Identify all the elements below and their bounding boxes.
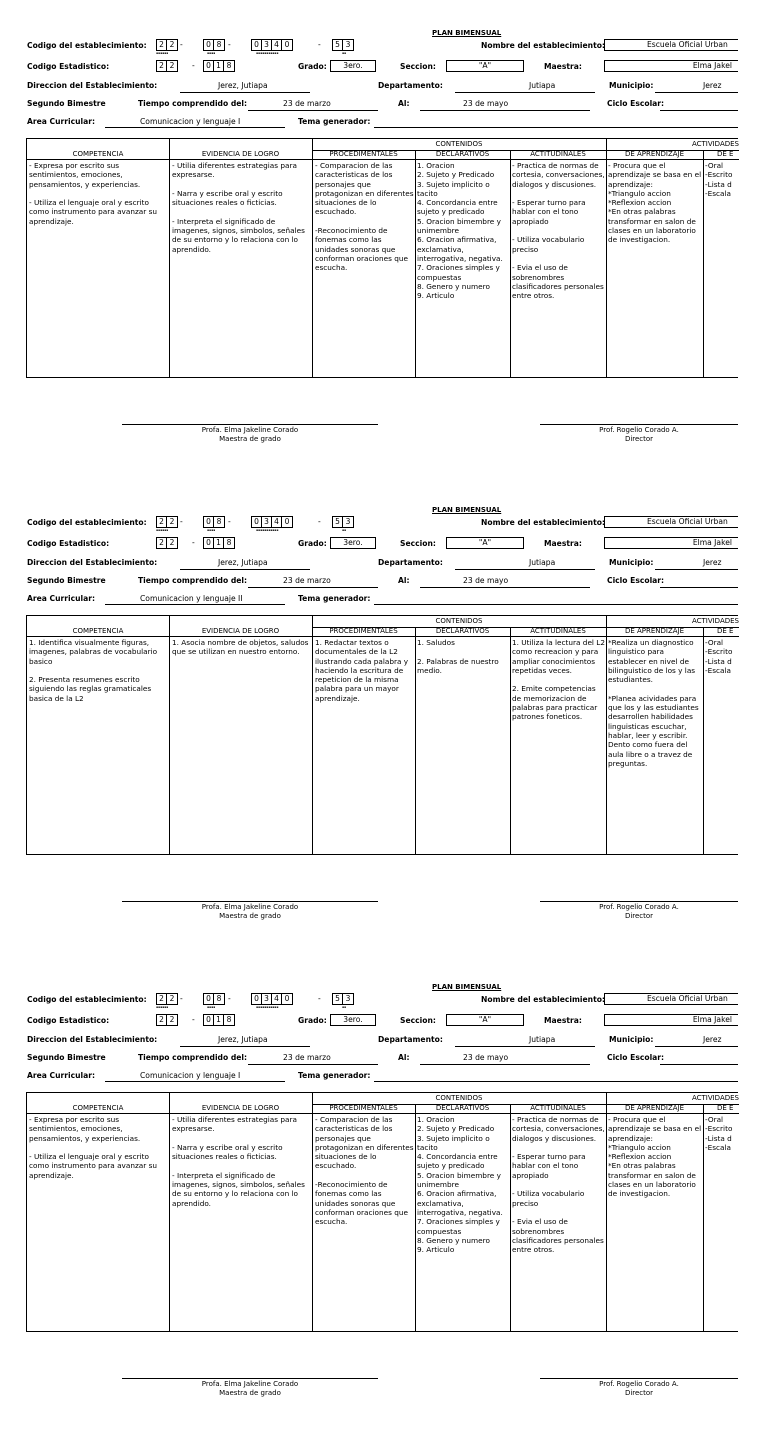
teacher-name: Profa. Elma Jakeline Corado — [201, 426, 299, 434]
hasta-value: 23 de mayo — [463, 1053, 509, 1062]
tema-label: Tema generador: — [298, 1071, 371, 1080]
aprendizaje-cell: *Realiza un diagnostico linguistico para establecer en nivel de bilinguistico de los y las estudiantes. *Planea acividades para que los y las estudiantes desarrollen habilidades linguisticas escuchar, hablar, leer y escribir. Dento como fuera del aula libre o a travez de preguntas. — [608, 638, 699, 768]
signature-line-teacher — [122, 1378, 378, 1379]
aprendizaje-cell: - Procura que el aprendizaje se basa en el aprendizaje: *Triangulo accion *Reflexion accion *En otras palabras transformar en salon de clases en un laboratorio de investigacion. — [608, 161, 702, 245]
seccion-field: "A" — [446, 537, 524, 549]
digit-cell: 1 — [214, 61, 224, 71]
contenidos-header: CONTENIDOS — [435, 1094, 483, 1102]
evaluacion-header: DE E — [717, 627, 734, 635]
digit-cell: 3 — [345, 517, 351, 526]
digit-cell: 0 — [204, 994, 214, 1004]
nombre-field: Escuela Oficial Urban — [604, 516, 738, 528]
seccion-field: "A" — [446, 1014, 524, 1026]
underline — [455, 1046, 595, 1047]
digit-cell: 4 — [272, 40, 282, 50]
digit-cell: 2 — [157, 538, 167, 548]
teacher-role: Maestra de grado — [219, 1389, 281, 1397]
separator: - — [318, 40, 321, 49]
separator: - — [318, 994, 321, 1003]
underline — [248, 587, 378, 588]
digit-cell: 8 — [216, 40, 222, 49]
ciclo-label: Ciclo Escolar: — [607, 99, 665, 108]
digit-cell: 0 — [204, 1015, 214, 1025]
estadistico-box-1 — [156, 60, 178, 72]
al-label: Al: — [398, 1053, 410, 1062]
codigo-box-2 — [203, 516, 225, 528]
actitudinales-header: ACTITUDINALES — [530, 627, 586, 635]
desde-value: 23 de marzo — [283, 576, 331, 585]
codigo-label: Codigo del establecimiento: — [27, 995, 147, 1004]
digit-cell: 2 — [169, 61, 175, 70]
competencia-cell: - Expresa por escrito sus sentimientos, emociones, pensamientos, y experiencias. - Utiliza el lenguaje oral y escrito como instrumento para avanzar su aprendizaje. — [29, 161, 158, 226]
maestra-label: Maestra: — [544, 1016, 582, 1025]
underline — [374, 1081, 738, 1082]
box-caption: ▪▪ — [342, 1005, 347, 1009]
divider — [169, 139, 170, 377]
seccion-field: "A" — [446, 60, 524, 72]
grado-label: Grado: — [298, 539, 327, 548]
underline — [655, 92, 738, 93]
teacher-role: Maestra de grado — [219, 435, 281, 443]
digit-cell: 2 — [157, 61, 167, 71]
underline — [420, 110, 590, 111]
digit-cell: 8 — [226, 61, 232, 70]
seccion-label: Seccion: — [400, 1016, 436, 1025]
divider — [312, 1093, 313, 1331]
codigo-box-4 — [332, 993, 354, 1005]
underline — [660, 110, 738, 111]
digit-cell: 3 — [345, 40, 351, 49]
underline — [660, 1064, 738, 1065]
direccion-label: Direccion del Establecimiento: — [27, 558, 158, 567]
municipio-value: Jerez — [703, 81, 722, 90]
digit-cell: 5 — [333, 517, 343, 527]
divider — [27, 1113, 739, 1114]
teacher-name: Profa. Elma Jakeline Corado — [201, 903, 299, 911]
estadistico-box-1 — [156, 1014, 178, 1026]
estadistico-box-2 — [203, 60, 235, 72]
nombre-label: Nombre del establecimiento: — [481, 518, 605, 527]
digit-cell: 4 — [272, 994, 282, 1004]
plan-bimensual-2 — [0, 477, 768, 967]
estadistico-label: Codigo Estadistico: — [27, 539, 110, 548]
box-caption: ▪▪▪▪▪▪ — [156, 51, 169, 55]
competencia-header: COMPETENCIA — [72, 1104, 124, 1112]
tiempo-label: Tiempo comprendido del: — [138, 1053, 248, 1062]
underline — [105, 604, 285, 605]
divider — [510, 151, 511, 377]
declarativos-cell: 1. Oracion 2. Sujeto y Predicado 3. Sujeto implicito o tacito 4. Concordancia entre sujeto y predicado 5. Oracion bimembre y unimembre 6. Oracion afirmativa, exclamativa, interrogativa, negativa. 7. Oraciones simples y compuestas 8. Genero y numero 9. Articulo — [417, 161, 503, 301]
departamento-label: Departamento: — [378, 558, 443, 567]
municipio-label: Municipio: — [609, 1035, 654, 1044]
box-caption: ▪▪ — [342, 51, 347, 55]
digit-cell: 3 — [262, 40, 272, 50]
plan-title: PLAN BIMENSUAL — [432, 29, 502, 37]
box-caption: ▪▪▪▪▪▪ — [156, 528, 169, 532]
hasta-value: 23 de mayo — [463, 99, 509, 108]
underline — [655, 569, 738, 570]
hasta-value: 23 de mayo — [463, 576, 509, 585]
box-caption: ▪▪▪▪ — [207, 51, 216, 55]
director-name: Prof. Rogelio Corado A. — [599, 426, 679, 434]
estadistico-box-2 — [203, 1014, 235, 1026]
box-caption: ▪▪▪▪▪▪▪▪▪▪▪ — [256, 1005, 279, 1009]
grado-label: Grado: — [298, 1016, 327, 1025]
codigo-box-3 — [251, 39, 293, 51]
tiempo-label: Tiempo comprendido del: — [138, 99, 248, 108]
direccion-label: Direccion del Establecimiento: — [27, 81, 158, 90]
maestra-label: Maestra: — [544, 62, 582, 71]
area-value: Comunicacion y lenguaje I — [140, 117, 241, 126]
separator: - — [180, 40, 183, 49]
estadistico-box-2 — [203, 537, 235, 549]
separator: - — [192, 538, 195, 547]
digit-cell: 2 — [157, 517, 167, 527]
separator: - — [318, 517, 321, 526]
actitudinales-header: ACTITUDINALES — [530, 150, 586, 158]
grado-field: 3ero. — [330, 60, 376, 72]
divider — [312, 139, 313, 377]
digit-cell: 3 — [345, 994, 351, 1003]
bimestre-label: Segundo Bimestre — [27, 99, 106, 108]
director-role: Director — [624, 435, 654, 443]
digit-cell: 3 — [262, 994, 272, 1004]
nombre-field: Escuela Oficial Urban — [604, 39, 738, 51]
departamento-value: Jutiapa — [529, 1035, 556, 1044]
divider — [606, 616, 607, 854]
codigo-box-2 — [203, 993, 225, 1005]
underline — [248, 1064, 378, 1065]
codigo-box-1 — [156, 993, 178, 1005]
divider — [703, 628, 704, 854]
tema-label: Tema generador: — [298, 117, 371, 126]
departamento-value: Jutiapa — [529, 81, 556, 90]
evidencia-header: EVIDENCIA DE LOGRO — [201, 150, 280, 158]
box-caption: ▪▪ — [342, 528, 347, 532]
box-caption: ▪▪▪▪▪▪ — [156, 1005, 169, 1009]
direccion-value: Jerez, Jutiapa — [218, 81, 268, 90]
digit-cell: 0 — [252, 40, 262, 50]
plan-bimensual-3 — [0, 954, 768, 1444]
departamento-label: Departamento: — [378, 1035, 443, 1044]
tiempo-label: Tiempo comprendido del: — [138, 576, 248, 585]
separator: - — [180, 517, 183, 526]
declarativos-header: DECLARATIVOS — [435, 1104, 490, 1112]
seccion-label: Seccion: — [400, 539, 436, 548]
underline — [374, 604, 738, 605]
director-role: Director — [624, 1389, 654, 1397]
maestra-label: Maestra: — [544, 539, 582, 548]
evaluacion-header: DE E — [717, 1104, 734, 1112]
declarativos-cell: 1. Oracion 2. Sujeto y Predicado 3. Sujeto implicito o tacito 4. Concordancia entre sujeto y predicado 5. Oracion bimembre y unimembre 6. Oracion afirmativa, exclamativa, interrogativa, negativa. 7. Oraciones simples y compuestas 8. Genero y numero 9. Articulo — [417, 1115, 503, 1255]
digit-cell: 0 — [284, 994, 290, 1003]
maestra-field: Elma Jakel — [604, 537, 738, 549]
digit-cell: 5 — [333, 40, 343, 50]
digit-cell: 5 — [333, 994, 343, 1004]
departamento-label: Departamento: — [378, 81, 443, 90]
divider — [27, 636, 739, 637]
separator: - — [180, 994, 183, 1003]
actitudinales-cell: - Practica de normas de cortesia, conversaciones, dialogos y discusiones. - Esperar turno para hablar con el tono apropiado - Utiliza vocabulario preciso - Evia el uso de sobrenombres clasificadores personales entre otros. — [512, 1115, 605, 1255]
divider — [510, 1105, 511, 1331]
box-caption: ▪▪▪▪ — [207, 1005, 216, 1009]
underline — [420, 1064, 590, 1065]
competencia-cell: - Expresa por escrito sus sentimientos, emociones, pensamientos, y experiencias. - Utiliza el lenguaje oral y escrito como instrumento para avanzar su aprendizaje. — [29, 1115, 158, 1180]
divider — [312, 616, 313, 854]
competencia-header: COMPETENCIA — [72, 150, 124, 158]
signature-line-teacher — [122, 901, 378, 902]
aprendizaje-cell: - Procura que el aprendizaje se basa en el aprendizaje: *Triangulo accion *Reflexion accion *En otras palabras transformar en salon de clases en un laboratorio de investigacion. — [608, 1115, 702, 1199]
bimestre-label: Segundo Bimestre — [27, 1053, 106, 1062]
separator: - — [228, 40, 231, 49]
actividades-header: ACTIVIDADES — [691, 140, 739, 148]
competencia-header: COMPETENCIA — [72, 627, 124, 635]
underline — [180, 1046, 310, 1047]
codigo-label: Codigo del establecimiento: — [27, 41, 147, 50]
plan-table — [26, 1092, 738, 1332]
digit-cell: 0 — [204, 538, 214, 548]
grado-field: 3ero. — [330, 1014, 376, 1026]
teacher-role: Maestra de grado — [219, 912, 281, 920]
estadistico-label: Codigo Estadistico: — [27, 1016, 110, 1025]
digit-cell: 2 — [169, 538, 175, 547]
area-label: Area Curricular: — [27, 594, 96, 603]
director-role: Director — [624, 912, 654, 920]
area-label: Area Curricular: — [27, 1071, 96, 1080]
evaluacion-cell: -Oral -Escrito -Lista d -Escala — [705, 161, 733, 198]
procedimentales-header: PROCEDIMENTALES — [329, 1104, 398, 1112]
maestra-field: Elma Jakel — [604, 60, 738, 72]
nombre-label: Nombre del establecimiento: — [481, 995, 605, 1004]
desde-value: 23 de marzo — [283, 1053, 331, 1062]
actitudinales-header: ACTITUDINALES — [530, 1104, 586, 1112]
divider — [510, 628, 511, 854]
plan-table — [26, 138, 738, 378]
digit-cell: 0 — [284, 517, 290, 526]
digit-cell: 0 — [252, 994, 262, 1004]
evaluacion-header: DE E — [717, 150, 734, 158]
digit-cell: 0 — [284, 40, 290, 49]
digit-cell: 1 — [214, 538, 224, 548]
procedimentales-cell: - Comparacion de las caracteristicas de los personajes que protagonizan en diferentes situaciones de lo escuchado. -Reconocimiento de fonemas como las unidades sonoras que conforman oraciones que escucha. — [315, 1115, 414, 1227]
plan-title: PLAN BIMENSUAL — [432, 983, 502, 991]
plan-title: PLAN BIMENSUAL — [432, 506, 502, 514]
bimestre-label: Segundo Bimestre — [27, 576, 106, 585]
declarativos-cell: 1. Saludos 2. Palabras de nuestro medio. — [417, 638, 499, 675]
seccion-label: Seccion: — [400, 62, 436, 71]
underline — [180, 569, 310, 570]
director-name: Prof. Rogelio Corado A. — [599, 1380, 679, 1388]
estadistico-label: Codigo Estadistico: — [27, 62, 110, 71]
digit-cell: 2 — [169, 40, 175, 49]
evidencia-header: EVIDENCIA DE LOGRO — [201, 1104, 280, 1112]
digit-cell: 2 — [157, 994, 167, 1004]
evidencia-cell: 1. Asocia nombre de objetos, saludos que se utilizan en nuestro entorno. — [172, 638, 309, 657]
digit-cell: 1 — [214, 1015, 224, 1025]
direccion-value: Jerez, Jutiapa — [218, 558, 268, 567]
ciclo-label: Ciclo Escolar: — [607, 1053, 665, 1062]
municipio-value: Jerez — [703, 558, 722, 567]
estadistico-box-1 — [156, 537, 178, 549]
procedimentales-cell: - Comparacion de las caracteristicas de los personajes que protagonizan en diferentes situaciones de lo escuchado. -Reconocimiento de fonemas como las unidades sonoras que conforman oraciones que escucha. — [315, 161, 414, 273]
municipio-label: Municipio: — [609, 81, 654, 90]
codigo-box-2 — [203, 39, 225, 51]
signature-line-teacher — [122, 424, 378, 425]
digit-cell: 8 — [226, 538, 232, 547]
divider — [169, 1093, 170, 1331]
procedimentales-header: PROCEDIMENTALES — [329, 627, 398, 635]
underline — [374, 127, 738, 128]
underline — [180, 92, 310, 93]
nombre-label: Nombre del establecimiento: — [481, 41, 605, 50]
digit-cell: 2 — [157, 1015, 167, 1025]
evidencia-cell: - Utilia diferentes estrategias para expresarse. - Narra y escribe oral y escrito situaciones reales o ficticias. - Interpreta el significado de imagenes, signos, simbolos, señales de su entorno y lo relaciona con lo aprendido. — [172, 1115, 305, 1208]
actividades-header: ACTIVIDADES — [691, 1094, 739, 1102]
declarativos-header: DECLARATIVOS — [435, 627, 490, 635]
direccion-label: Direccion del Establecimiento: — [27, 1035, 158, 1044]
municipio-value: Jerez — [703, 1035, 722, 1044]
evaluacion-cell: -Oral -Escrito -Lista d -Escala — [705, 1115, 733, 1152]
signature-line-director — [540, 424, 738, 425]
separator: - — [228, 517, 231, 526]
director-name: Prof. Rogelio Corado A. — [599, 903, 679, 911]
signature-line-director — [540, 1378, 738, 1379]
divider — [415, 1105, 416, 1331]
digit-cell: 2 — [169, 994, 175, 1003]
underline — [248, 110, 378, 111]
codigo-box-3 — [251, 516, 293, 528]
separator: - — [192, 1015, 195, 1024]
divider — [27, 159, 739, 160]
aprendizaje-header: DE APRENDIZAJE — [624, 627, 685, 635]
digit-cell: 3 — [262, 517, 272, 527]
digit-cell: 0 — [204, 61, 214, 71]
underline — [660, 587, 738, 588]
digit-cell: 8 — [216, 517, 222, 526]
digit-cell: 0 — [204, 40, 214, 50]
tema-label: Tema generador: — [298, 594, 371, 603]
divider — [415, 628, 416, 854]
digit-cell: 2 — [157, 40, 167, 50]
underline — [455, 569, 595, 570]
teacher-name: Profa. Elma Jakeline Corado — [201, 1380, 299, 1388]
digit-cell: 8 — [216, 994, 222, 1003]
contenidos-header: CONTENIDOS — [435, 140, 483, 148]
digit-cell: 8 — [226, 1015, 232, 1024]
area-value: Comunicacion y lenguaje I — [140, 1071, 241, 1080]
competencia-cell: 1. Identifica visualmente figuras, imagenes, palabras de vocabulario basico 2. Presenta resumenes escrito siguiendo las reglas gramaticales basica de la L2 — [29, 638, 158, 703]
maestra-field: Elma Jakel — [604, 1014, 738, 1026]
contenidos-header: CONTENIDOS — [435, 617, 483, 625]
digit-cell: 0 — [204, 517, 214, 527]
digit-cell: 2 — [169, 517, 175, 526]
departamento-value: Jutiapa — [529, 558, 556, 567]
divider — [415, 151, 416, 377]
underline — [655, 1046, 738, 1047]
underline — [455, 92, 595, 93]
divider — [703, 151, 704, 377]
direccion-value: Jerez, Jutiapa — [218, 1035, 268, 1044]
codigo-box-4 — [332, 39, 354, 51]
ciclo-label: Ciclo Escolar: — [607, 576, 665, 585]
codigo-box-1 — [156, 39, 178, 51]
nombre-field: Escuela Oficial Urban — [604, 993, 738, 1005]
separator: - — [228, 994, 231, 1003]
procedimentales-cell: 1. Redactar textos o documentales de la L2 ilustrando cada palabra y haciendo la escritura de repeticion de la misma palabra para un mayor aprendizaje. — [315, 638, 409, 703]
evidencia-header: EVIDENCIA DE LOGRO — [201, 627, 280, 635]
aprendizaje-header: DE APRENDIZAJE — [624, 1104, 685, 1112]
divider — [169, 616, 170, 854]
codigo-box-1 — [156, 516, 178, 528]
underline — [420, 587, 590, 588]
box-caption: ▪▪▪▪▪▪▪▪▪▪▪ — [256, 528, 279, 532]
box-caption: ▪▪▪▪ — [207, 528, 216, 532]
aprendizaje-header: DE APRENDIZAJE — [624, 150, 685, 158]
plan-bimensual-1 — [0, 0, 768, 490]
evaluacion-cell: -Oral -Escrito -Lista d -Escala — [705, 638, 733, 675]
digit-cell: 0 — [252, 517, 262, 527]
separator: - — [192, 61, 195, 70]
al-label: Al: — [398, 99, 410, 108]
codigo-box-3 — [251, 993, 293, 1005]
actitudinales-cell: 1. Utiliza la lectura del L2 como recreacion y para ampliar conocimientos repetidas veces. 2. Emite competencias de memorizacion de palabras para practicar patrones foneticos. — [512, 638, 605, 722]
actividades-header: ACTIVIDADES — [691, 617, 739, 625]
desde-value: 23 de marzo — [283, 99, 331, 108]
codigo-label: Codigo del establecimiento: — [27, 518, 147, 527]
declarativos-header: DECLARATIVOS — [435, 150, 490, 158]
underline — [105, 1081, 285, 1082]
al-label: Al: — [398, 576, 410, 585]
box-caption: ▪▪▪▪▪▪▪▪▪▪▪ — [256, 51, 279, 55]
area-label: Area Curricular: — [27, 117, 96, 126]
area-value: Comunicacion y lenguaje II — [140, 594, 243, 603]
evidencia-cell: - Utilia diferentes estrategias para expresarse. - Narra y escribe oral y escrito situaciones reales o ficticias. - Interpreta el significado de imagenes, signos, simbolos, señales de su entorno y lo relaciona con lo aprendido. — [172, 161, 305, 254]
grado-field: 3ero. — [330, 537, 376, 549]
grado-label: Grado: — [298, 62, 327, 71]
underline — [105, 127, 285, 128]
divider — [703, 1105, 704, 1331]
municipio-label: Municipio: — [609, 558, 654, 567]
signature-line-director — [540, 901, 738, 902]
divider — [606, 139, 607, 377]
digit-cell: 4 — [272, 517, 282, 527]
procedimentales-header: PROCEDIMENTALES — [329, 150, 398, 158]
plan-table — [26, 615, 738, 855]
actitudinales-cell: - Practica de normas de cortesia, conversaciones, dialogos y discusiones. - Esperar turno para hablar con el tono apropiado - Utiliza vocabulario preciso - Evia el uso de sobrenombres clasificadores personales entre otros. — [512, 161, 605, 301]
divider — [606, 1093, 607, 1331]
digit-cell: 2 — [169, 1015, 175, 1024]
codigo-box-4 — [332, 516, 354, 528]
